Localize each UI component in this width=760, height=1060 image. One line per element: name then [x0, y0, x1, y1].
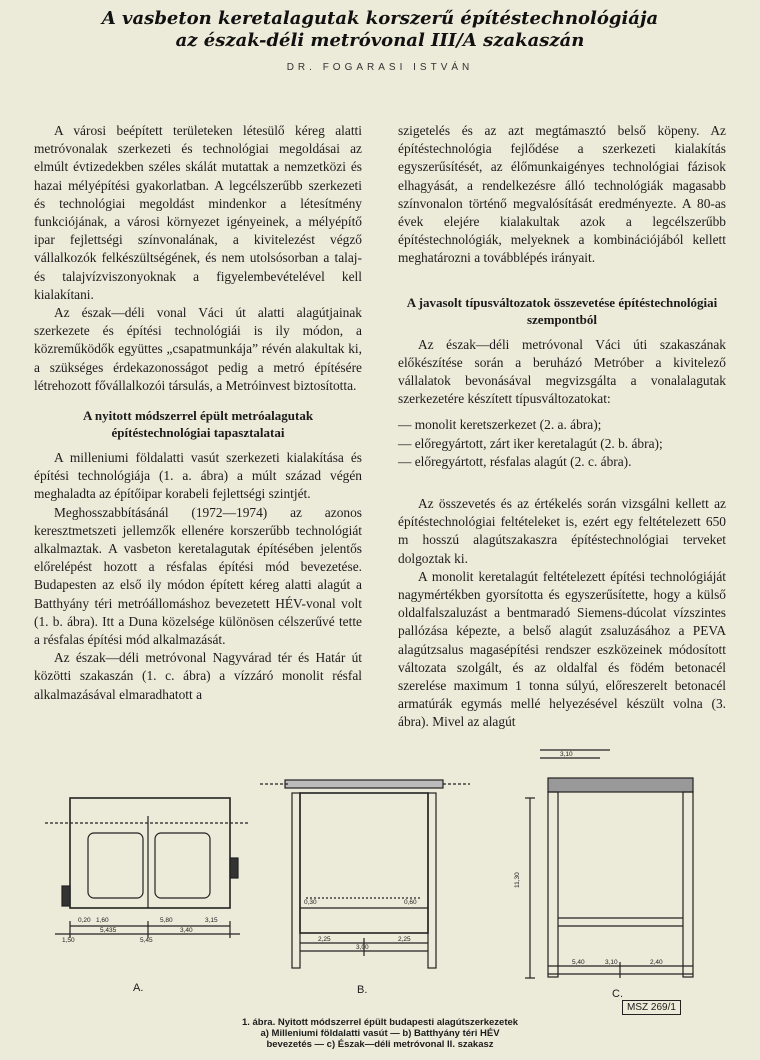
dimension-label: 3,10: [605, 959, 618, 966]
dimension-label: 5,45: [140, 937, 153, 944]
dimension-label: 0,60: [404, 899, 417, 906]
dimension-label: 0,20: [78, 917, 91, 924]
author: DR. FOGARASI ISTVÁN: [286, 62, 474, 73]
left-paragraph-1: A városi beépített területeken létesülő kéreg alatti metróvonalak szerkezeti és technológiai megoldásai az elmúlt évtizedekben széles skálát mutattak a nemzetközi és hazai mélyépítési gyakorlatban. A legcélszerűbb szerkezeti és technológiai megoldást mindenkor a létesítmény funkciójának, a városi környezet igényeinek, a mélyépítő ipar fejlettségi színvonalának, a kivitelezést végző vállalkozók felkészültségének, és nem utolsósorban a talaj- és talajvízviszonyoknak a figyelembevételével kell kialakítani.: [34, 123, 362, 302]
left-column: [34, 122, 362, 704]
left-paragraph-2: Az észak—déli vonal Váci út alatti alagútjainak szerkezete és építési technológiái is ily módon, a közreműködők együttes „csapatmunkája” révén alakultak ki, a szükséges érdekazonosságot pedig a metró építésére létrehozott fővállalkozói társulás, a Metróinvest biztosította.: [34, 305, 362, 393]
dimension-label: 2,25: [318, 936, 331, 943]
figure-c-section: [525, 750, 693, 978]
right-paragraph-1: szigetelés és az azt megtámasztó belső köpeny. Az építéstechnológia fejlődése a szerkezeti kialakítás egyszerűsítését, az élőmunkaigényes technológiai fázisok elhagyását, a rendelkezésre álló technológiák magasabb színvonalon történő megvalósítását eredményezte. A 80-as évek elejére kialakultak azok a legcélszerűbb építéstechnológiák, melyeknek a kombinációjából kellett meghatározni a továbblépés irányait.: [398, 123, 726, 266]
article-title-line2: az észak-déli metróvonal III/A szakaszán: [175, 30, 585, 51]
article-title-line1: A vasbeton keretalagutak korszerű építéstechnológiája: [101, 8, 659, 29]
dimension-label: 5,40: [572, 959, 585, 966]
figure-drawings: [0, 738, 760, 1008]
figure-label-c: C.: [612, 988, 623, 1000]
dimension-label: 3,15: [205, 917, 218, 924]
right-paragraph-4: A monolit keretalagút feltételezett építési technológiáját nagymértékben gyorsította és egyszerűsítette, hogy a külső oldalfalszaluzást a bentmaradó Siemens-dúcolat vízszintes pallózása képezte, a belső alagút zsaluzásához a PEVA alagútzsalus magasépítési rendszer eszközeinek módosított változata szolgált, és az oldalfal és födém betonacél szerelése maximum 1 tonna súlyú, előreszerelt betonacél armatúrák egymás mellé helyezésével készült volna (3. ábra). Mivel az alagút: [398, 568, 726, 730]
left-paragraph-4: Meghosszabbításánál (1972—1974) az azonos keresztmetszeti jellemzők ellenére korszerűbb technológiát alkalmaztak. A vasbeton keretalagutak építésében jelentős előrelépést hozott a résfalas építési mód bevezetése. Budapesten az első ily módon épített kéreg alatti alagút a Batthyány téri metróállomáshoz bevezetett HÉV-vonal volt (1. b. ábra). Itt a Duna közelsége különösen célszerűvé tette a résfalas építési mód alkalmazását.: [34, 504, 362, 648]
list-item: — előregyártott, résfalas alagút (2. c. ábra).: [398, 453, 632, 469]
dimension-label: 2,40: [650, 959, 663, 966]
figure-label-a: A.: [133, 982, 144, 994]
dimension-label: 3,00: [356, 944, 369, 951]
dimension-label: 1,50: [62, 937, 75, 944]
dimension-label: 11,30: [514, 872, 521, 888]
title-block: [0, 8, 760, 73]
caption-line3: bevezetés — c) Észak—déli metróvonal II. szakasz: [266, 1039, 494, 1050]
list-item: — monolit keretszerkezet (2. a. ábra);: [398, 417, 602, 433]
dimension-label: 5,80: [160, 917, 173, 924]
standard-stamp: MSZ 269/1: [622, 1000, 681, 1015]
dimension-label: 3,40: [180, 927, 193, 934]
variant-list: [398, 416, 726, 471]
figure-a-section: [45, 798, 250, 938]
dimension-label: 5,435: [100, 927, 117, 934]
figure-b-section: [260, 780, 470, 968]
right-column: [398, 122, 726, 732]
section-heading-2: A javasolt típusváltozatok összevetése építéstechnológiai szempontból: [406, 294, 718, 327]
caption-line1: 1. ábra. Nyitott módszerrel épült budapesti alagútszerkezetek: [241, 1017, 519, 1028]
list-item: — előregyártott, zárt iker keretalagút (2. b. ábra);: [398, 435, 663, 451]
right-paragraph-2: Az észak—déli metróvonal Váci úti szakaszának előkészítése során a beruházó Metróber a kivitelező vállalatok bevonásával megvizsgálta a vonalalagutak szerkezetére készített típusváltozatokat:: [398, 336, 726, 407]
dimension-label: 2,25: [398, 936, 411, 943]
dimension-label: 3,10: [560, 751, 573, 758]
dimension-label: 0,30: [304, 899, 317, 906]
left-paragraph-3: A milleniumi földalatti vasút szerkezeti kialakítása és építési technológiája (1. a. ábra) a múlt század végén meghaladta az építőipar korabeli fejlettségi szintjét.: [34, 450, 362, 502]
dimension-label: 1,60: [96, 917, 109, 924]
figure-caption: [0, 1017, 760, 1050]
section-heading-1: A nyitott módszerrel épült metróalagutak építéstechnológiai tapasztalatai: [82, 408, 314, 441]
figure-label-b: B.: [357, 984, 368, 996]
caption-line2: a) Milleniumi földalatti vasút — b) Batthyány téri HÉV: [260, 1028, 500, 1039]
right-paragraph-3: Az összevetés és az értékelés során vizsgálni kellett az építéstechnológiai feltételeket is, ezért egy feltételezett 650 m hosszú alagútszakaszra építéstechnológiai terveket dolgoztak ki.: [398, 496, 726, 566]
left-paragraph-5: Az észak—déli metróvonal Nagyvárad tér és Határ út közötti szakaszán (1. c. ábra) a vízzáró monolit résfal alkalmazásával elmaradhatott a: [34, 650, 362, 702]
